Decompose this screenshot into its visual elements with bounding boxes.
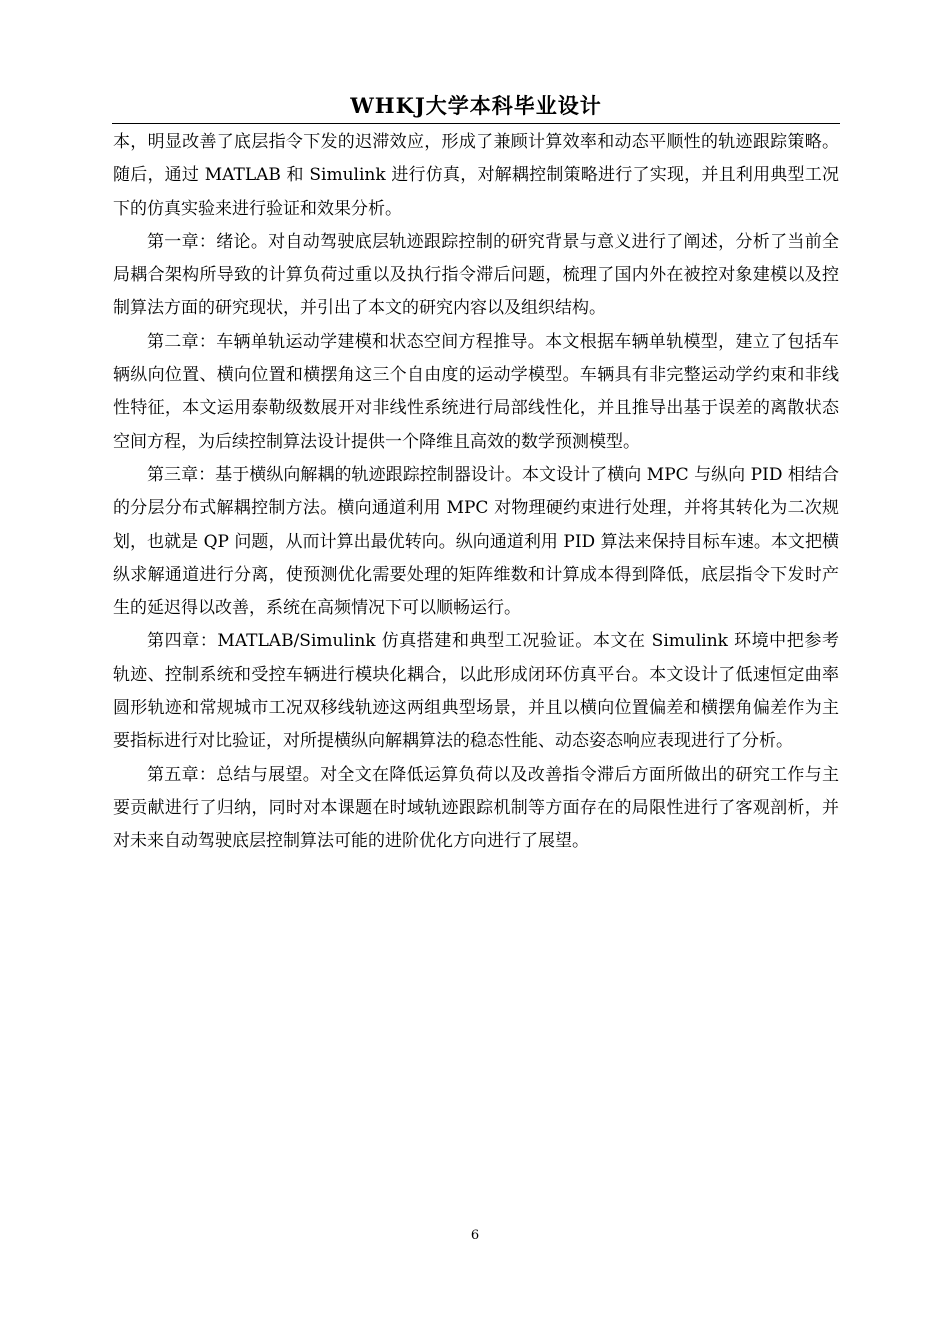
paragraph-chapter-4: 第四章：MATLAB/Simulink 仿真搭建和典型工况验证。本文在 Simulink 环境中把参考轨迹、控制系统和受控车辆进行模块化耦合，以此形成闭环仿真平台。本文设计了低速恒定曲率圆形轨迹和常规城市工况双移线轨迹这两组典型场景，并且以横向位置偏差和横摆角偏差作为主要指标进行对比验证，对所提横纵向解耦算法的稳态性能、动态姿态响应表现进行了分析。 — [113, 631, 839, 752]
paragraph-chapter-5: 第五章：总结与展望。对全文在降低运算负荷以及改善指令滞后方面所做出的研究工作与主要贡献进行了归纳，同时对本课题在时域轨迹跟踪机制等方面存在的局限性进行了客观剖析，并对未来自动驾驶底层控制算法可能的进阶优化方向进行了展望。 — [113, 764, 839, 852]
page-footer — [0, 1226, 950, 1246]
page-number: 6 — [470, 1228, 480, 1243]
page-body — [113, 126, 839, 859]
paragraph-chapter-2: 第二章：车辆单轨运动学建模和状态空间方程推导。本文根据车辆单轨模型，建立了包括车辆纵向位置、横向位置和横摆角这三个自由度的运动学模型。车辆具有非完整运动学约束和非线性特征，本文运用泰勒级数展开对非线性系统进行局部线性化，并且推导出基于误差的离散状态空间方程，为后续控制算法设计提供一个降维且高效的数学预测模型。 — [113, 331, 839, 452]
paragraph-chapter-3: 第三章：基于横纵向解耦的轨迹跟踪控制器设计。本文设计了横向 MPC 与纵向 PID 相结合的分层分布式解耦控制方法。横向通道利用 MPC 对物理硬约束进行处理，并将其转化为二次规划，也就是 QP 问题，从而计算出最优转向。纵向通道利用 PID 算法来保持目标车速。本文把横纵求解通道进行分离，使预测优化需要处理的矩阵维数和计算成本得到降低，底层指令下发时产生的延迟得以改善，系统在高频情况下可以顺畅运行。 — [113, 464, 839, 619]
page-header — [112, 92, 840, 124]
paragraph-continuation: 本，明显改善了底层指令下发的迟滞效应，形成了兼顾计算效率和动态平顺性的轨迹跟踪策略。随后，通过 MATLAB 和 Simulink 进行仿真，对解耦控制策略进行了实现，并且利用典型工况下的仿真实验来进行验证和效果分析。 — [113, 132, 839, 219]
paragraph-chapter-1: 第一章：绪论。对自动驾驶底层轨迹跟踪控制的研究背景与意义进行了阐述，分析了当前全局耦合架构所导致的计算负荷过重以及执行指令滞后问题，梳理了国内外在被控对象建模以及控制算法方面的研究现状，并引出了本文的研究内容以及组织结构。 — [113, 231, 839, 319]
header-title: WHKJ大学本科毕业设计 — [350, 93, 602, 118]
